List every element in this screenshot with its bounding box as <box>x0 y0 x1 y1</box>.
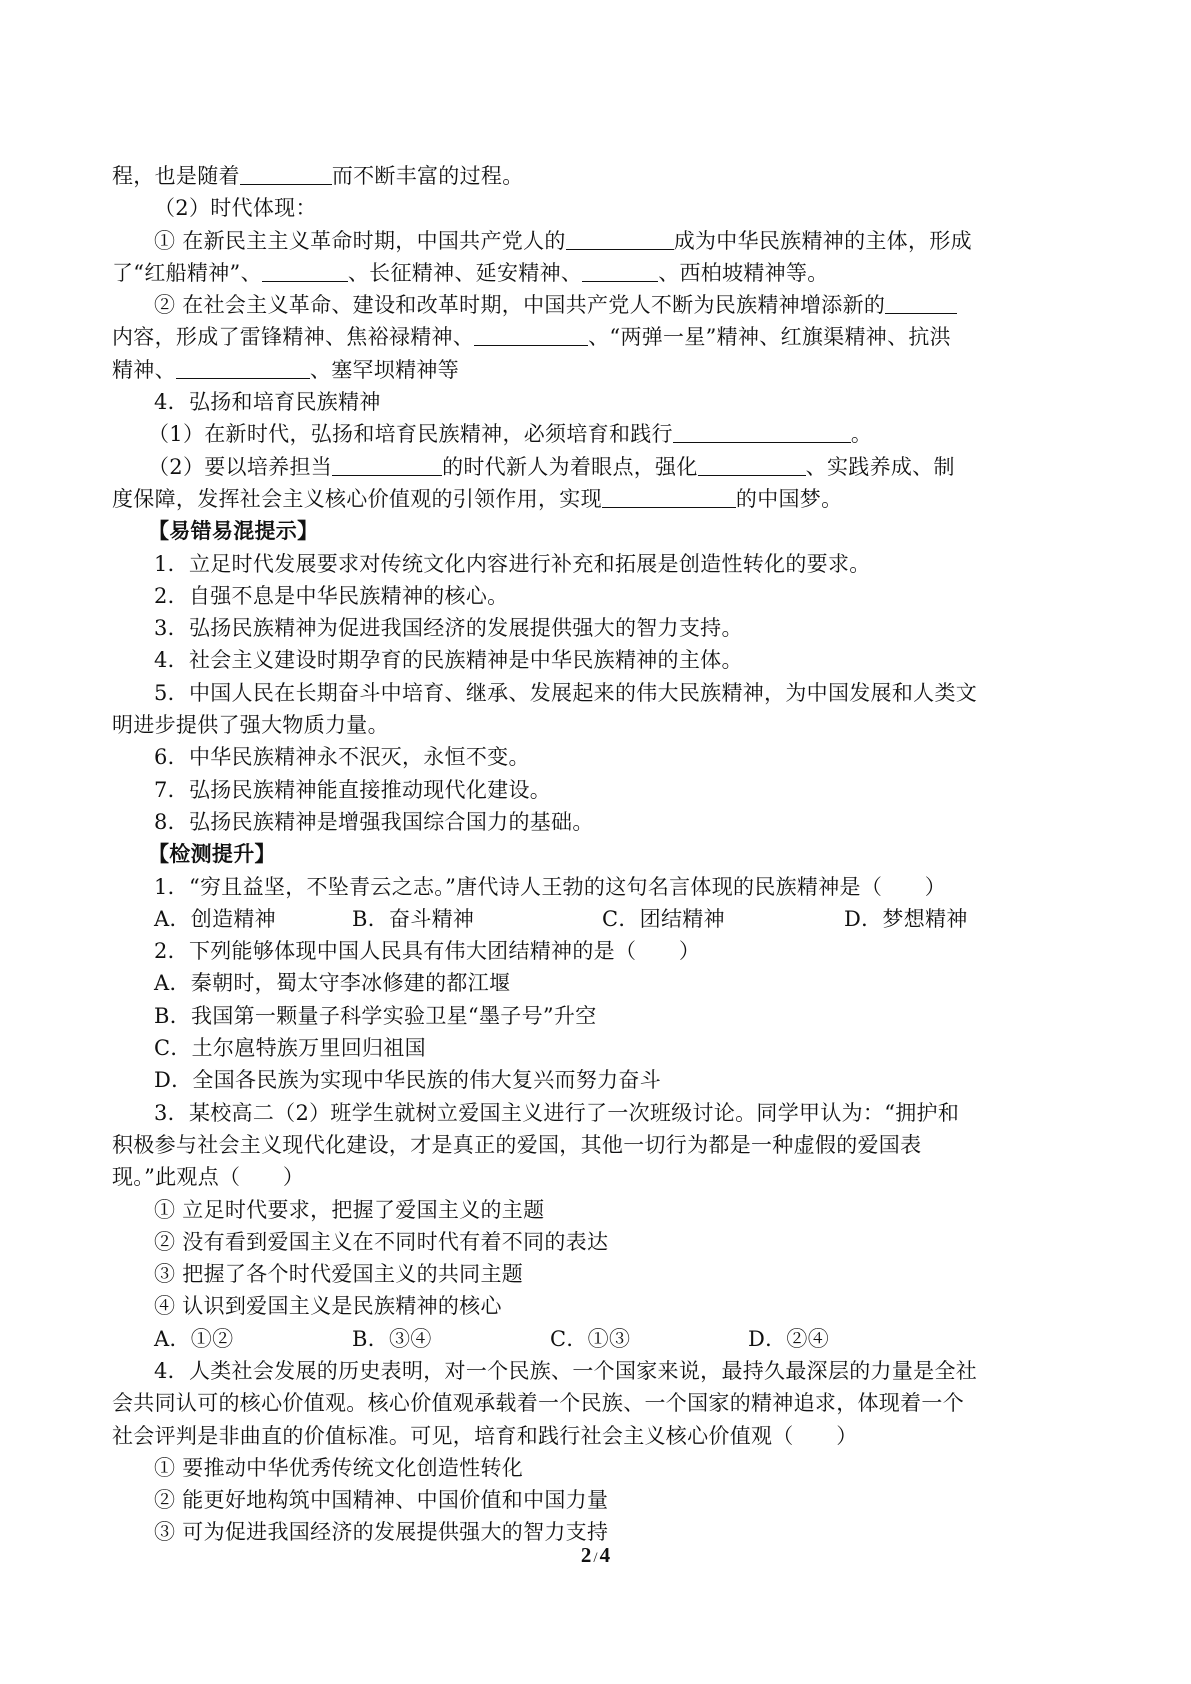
option-a: A．秦朝时，蜀太守李冰修建的都江堰 <box>154 971 511 996</box>
text-line: 4．社会主义建设时期孕育的民族精神是中华民族精神的主体。 <box>154 648 743 673</box>
statement-3: ③ 可为促进我国经济的发展提供强大的智力支持 <box>154 1520 609 1545</box>
text-line: 内容，形成了雷锋精神、焦裕禄精神、 、“两弹一星”精神、红旗渠精神、抗洪 <box>112 325 951 350</box>
page-number <box>0 1543 1191 1568</box>
statement-4: ④ 认识到爱国主义是民族精神的核心 <box>154 1294 502 1319</box>
question-2: 2．下列能够体现中国人民具有伟大团结精神的是（ ） <box>154 939 701 964</box>
fill-blank <box>673 422 851 443</box>
option-c: C．团结精神 <box>602 906 725 931</box>
option-d: D．梦想精神 <box>844 906 968 931</box>
text-line: ① 在新民主主义革命时期，中国共产党人的 成为中华民族精神的主体，形成 <box>154 228 972 253</box>
option-a: A．创造精神 <box>154 906 276 931</box>
text-line: 精神、 、塞罕坝精神等 <box>112 357 460 382</box>
text-line: 7．弘扬民族精神能直接推动现代化建设。 <box>154 777 552 802</box>
text-line: 社会评判是非曲直的价值标准。可见，培育和践行社会主义核心价值观（ ） <box>112 1423 858 1448</box>
text-line: 程，也是随着 而不断丰富的过程。 <box>112 164 524 188</box>
statement-2: ② 没有看到爱国主义在不同时代有着不同的表达 <box>154 1229 609 1254</box>
options-row <box>112 903 1092 935</box>
text-line: 6．中华民族精神永不泯灭，永恒不变。 <box>154 745 530 770</box>
option-b: B．奋斗精神 <box>352 906 475 931</box>
fill-blank <box>262 261 348 282</box>
text-line: 4．弘扬和培育民族精神 <box>154 390 381 415</box>
statement-1: ① 要推动中华优秀传统文化创造性转化 <box>154 1455 524 1480</box>
option-c: C．①③ <box>550 1326 631 1351</box>
options-row <box>112 1323 1092 1355</box>
text-line: 了“红船精神”、 、长征精神、延安精神、 、西柏坡精神等。 <box>112 260 829 285</box>
text-line: 5．中国人民在长期奋斗中培育、继承、发展起来的伟大民族精神，为中国发展和人类文 <box>154 680 978 705</box>
text-line: 度保障，发挥社会主义核心价值观的引领作用，实现 的中国梦。 <box>112 486 843 511</box>
statement-3: ③ 把握了各个时代爱国主义的共同主题 <box>154 1262 524 1287</box>
option-d: D．②④ <box>748 1326 830 1351</box>
current-page: 2 <box>580 1543 592 1567</box>
option-b: B．③④ <box>352 1326 432 1351</box>
text-line: （2）要以培养担当 的时代新人为着眼点，强化 、实践养成、制 <box>148 454 955 479</box>
fill-blank <box>602 487 736 508</box>
option-a: A．①② <box>154 1326 234 1351</box>
fill-blank <box>474 325 588 346</box>
fill-blank <box>885 293 957 314</box>
option-d: D．全国各民族为实现中华民族的伟大复兴而努力奋斗 <box>154 1068 662 1093</box>
fill-blank <box>332 455 442 476</box>
text-line: 3．弘扬民族精神为促进我国经济的发展提供强大的智力支持。 <box>154 616 743 641</box>
page-separator: / <box>593 1550 598 1566</box>
question-3: 3．某校高二（2）班学生就树立爱国主义进行了一次班级讨论。同学甲认为：“拥护和 <box>154 1100 960 1125</box>
question-4: 4．人类社会发展的历史表明，对一个民族、一个国家来说，最持久最深层的力量是全社 <box>154 1358 978 1383</box>
text-line: ② 在社会主义革命、建设和改革时期，中国共产党人不断为民族精神增添新的 <box>112 289 1092 321</box>
text-line: 积极参与社会主义现代化建设，才是真正的爱国，其他一切行为都是一种虚假的爱国表 <box>112 1132 922 1157</box>
text-line: 8．弘扬民族精神是增强我国综合国力的基础。 <box>154 809 594 834</box>
statement-1: ① 立足时代要求，把握了爱国主义的主题 <box>154 1197 545 1222</box>
text-line: 1．立足时代发展要求对传统文化内容进行补充和拓展是创造性转化的要求。 <box>154 551 871 576</box>
statement-2: ② 能更好地构筑中国精神、中国价值和中国力量 <box>154 1488 609 1513</box>
text-line: （1）在新时代，弘扬和培育民族精神，必须培育和践行 。 <box>148 422 873 447</box>
option-c: C．土尔扈特族万里回归祖国 <box>154 1036 426 1061</box>
fill-blank <box>176 358 310 379</box>
fill-blank <box>566 229 674 250</box>
page-content <box>112 160 1092 1549</box>
fill-blank <box>582 261 658 282</box>
text-line: 现。”此观点（ ） <box>112 1165 305 1190</box>
question-1: 1．“穷且益坚，不坠青云之志。”唐代诗人王勃的这句名言体现的民族精神是（ ） <box>154 874 947 899</box>
text-line: 2．自强不息是中华民族精神的核心。 <box>154 583 509 608</box>
section-heading: 【易错易混提示】 <box>148 519 319 544</box>
text-line: （2）时代体现： <box>154 196 317 221</box>
text-line: 明进步提供了强大物质力量。 <box>112 713 389 738</box>
fill-blank <box>698 455 806 476</box>
total-pages: 4 <box>599 1543 611 1567</box>
section-heading: 【检测提升】 <box>148 842 276 867</box>
fill-blank <box>240 164 332 185</box>
text-line: 会共同认可的核心价值观。核心价值观承载着一个民族、一个国家的精神追求，体现着一个 <box>112 1391 964 1416</box>
option-b: B．我国第一颗量子科学实验卫星“墨子号”升空 <box>154 1003 597 1028</box>
